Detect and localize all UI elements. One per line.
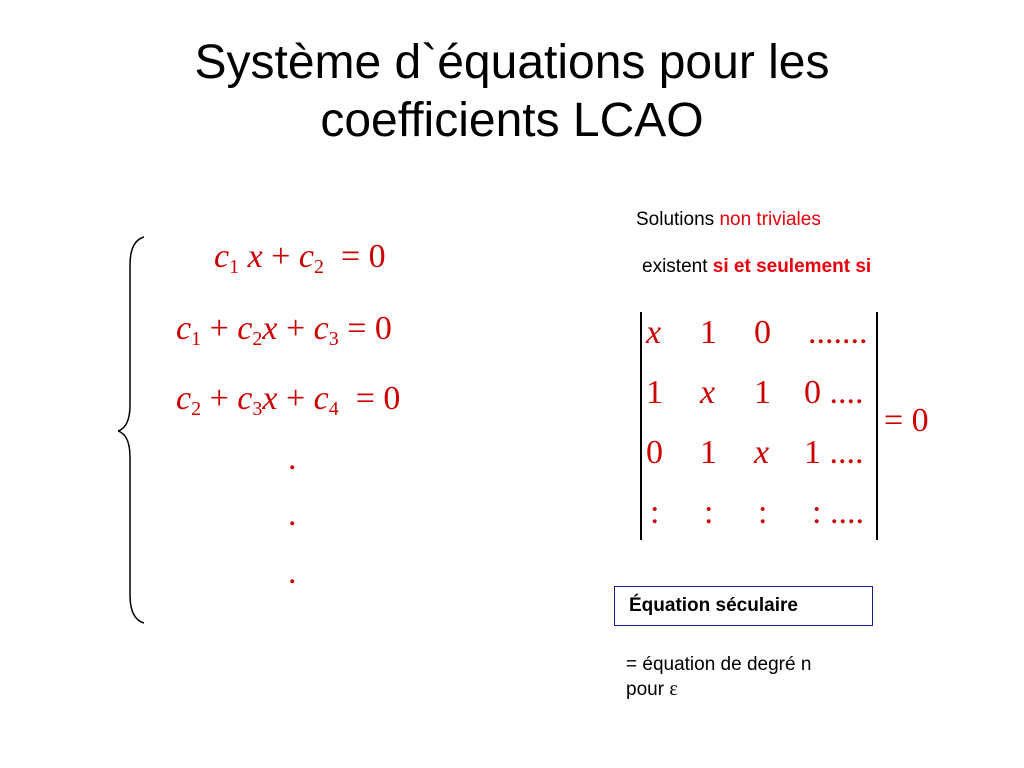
eq3-coef-b: c bbox=[237, 380, 253, 417]
eq1-coef-b: c bbox=[298, 238, 314, 275]
eq2-variable-x: x bbox=[262, 310, 278, 347]
secular-equation-box: Équation séculaire bbox=[614, 586, 873, 626]
eq2-coef-a: c bbox=[176, 310, 192, 347]
eq3-plus-2: + bbox=[285, 380, 306, 417]
solutions-prefix: Solutions bbox=[636, 209, 720, 230]
eq2-plus-1: + bbox=[209, 310, 229, 347]
det-r1-c4: ....... bbox=[808, 314, 868, 351]
eq3-plus-1: + bbox=[209, 380, 229, 417]
degree-note-line-1: = équation de degré n bbox=[626, 654, 812, 675]
det-r2-c4: 0 .... bbox=[804, 374, 864, 411]
equation-3 bbox=[176, 380, 400, 418]
left-brace bbox=[118, 235, 158, 625]
eq2-sub-a: 1 bbox=[191, 328, 202, 350]
det-r1-c1: x bbox=[646, 314, 662, 351]
eq1-rhs: = 0 bbox=[340, 238, 386, 275]
determinant-right-bar bbox=[876, 312, 878, 540]
eq3-sub-c: 4 bbox=[328, 398, 339, 420]
det-r4-c1: : bbox=[650, 494, 660, 531]
eq1-coef-a: c bbox=[214, 238, 230, 275]
eq1-variable-x: x bbox=[247, 238, 263, 275]
det-r1-c2: 1 bbox=[700, 314, 717, 351]
det-r1-c3: 0 bbox=[754, 314, 771, 351]
title-line-1: Système d`équations pour les bbox=[194, 36, 830, 89]
det-r3-c1: 0 bbox=[646, 434, 663, 471]
det-r4-c3: : bbox=[758, 494, 768, 531]
det-r2-c1: 1 bbox=[646, 374, 663, 411]
determinant-rhs: = 0 bbox=[884, 402, 929, 439]
eq3-coef-c: c bbox=[313, 380, 329, 417]
determinant-left-bar bbox=[640, 312, 642, 540]
equation-2 bbox=[176, 310, 392, 348]
eq2-coef-c: c bbox=[313, 310, 329, 347]
det-r3-c4: 1 .... bbox=[804, 434, 864, 471]
det-r2-c2: x bbox=[700, 374, 716, 411]
iff-highlight: si et seulement si bbox=[712, 256, 872, 277]
det-r3-c3: x bbox=[754, 434, 770, 471]
eq2-coef-b: c bbox=[237, 310, 253, 347]
equation-1 bbox=[214, 238, 386, 276]
eq2-sub-b: 2 bbox=[252, 328, 263, 350]
continuation-dot-2: . bbox=[288, 496, 297, 533]
eq1-sub-b: 2 bbox=[313, 256, 324, 278]
eq2-rhs: = 0 bbox=[347, 310, 392, 347]
eq2-plus-2: + bbox=[285, 310, 306, 347]
title-line-2: coefficients LCAO bbox=[320, 94, 704, 147]
epsilon-symbol: ε bbox=[669, 678, 678, 700]
solutions-line-2 bbox=[642, 256, 871, 278]
degree-note-line-2 bbox=[626, 678, 678, 701]
eq2-sub-c: 3 bbox=[328, 328, 339, 350]
continuation-dot-1: . bbox=[288, 440, 297, 477]
det-r4-c4: : .... bbox=[812, 494, 864, 531]
eq3-sub-b: 3 bbox=[252, 398, 263, 420]
non-triviales-highlight: non triviales bbox=[719, 209, 821, 230]
eq3-rhs: = 0 bbox=[355, 380, 401, 417]
solutions-line-1 bbox=[636, 209, 821, 231]
continuation-dot-3: . bbox=[288, 554, 297, 591]
det-r4-c2: : bbox=[704, 494, 714, 531]
slide-title bbox=[0, 34, 1024, 150]
det-r2-c3: 1 bbox=[754, 374, 771, 411]
eq3-sub-a: 2 bbox=[191, 398, 202, 420]
existent-prefix: existent bbox=[642, 256, 713, 277]
eq1-sub-a: 1 bbox=[229, 256, 240, 278]
eq3-coef-a: c bbox=[176, 380, 192, 417]
pour-prefix: pour bbox=[626, 679, 670, 700]
eq1-plus: + bbox=[271, 238, 291, 275]
eq3-variable-x: x bbox=[262, 380, 278, 417]
det-r3-c2: 1 bbox=[700, 434, 717, 471]
